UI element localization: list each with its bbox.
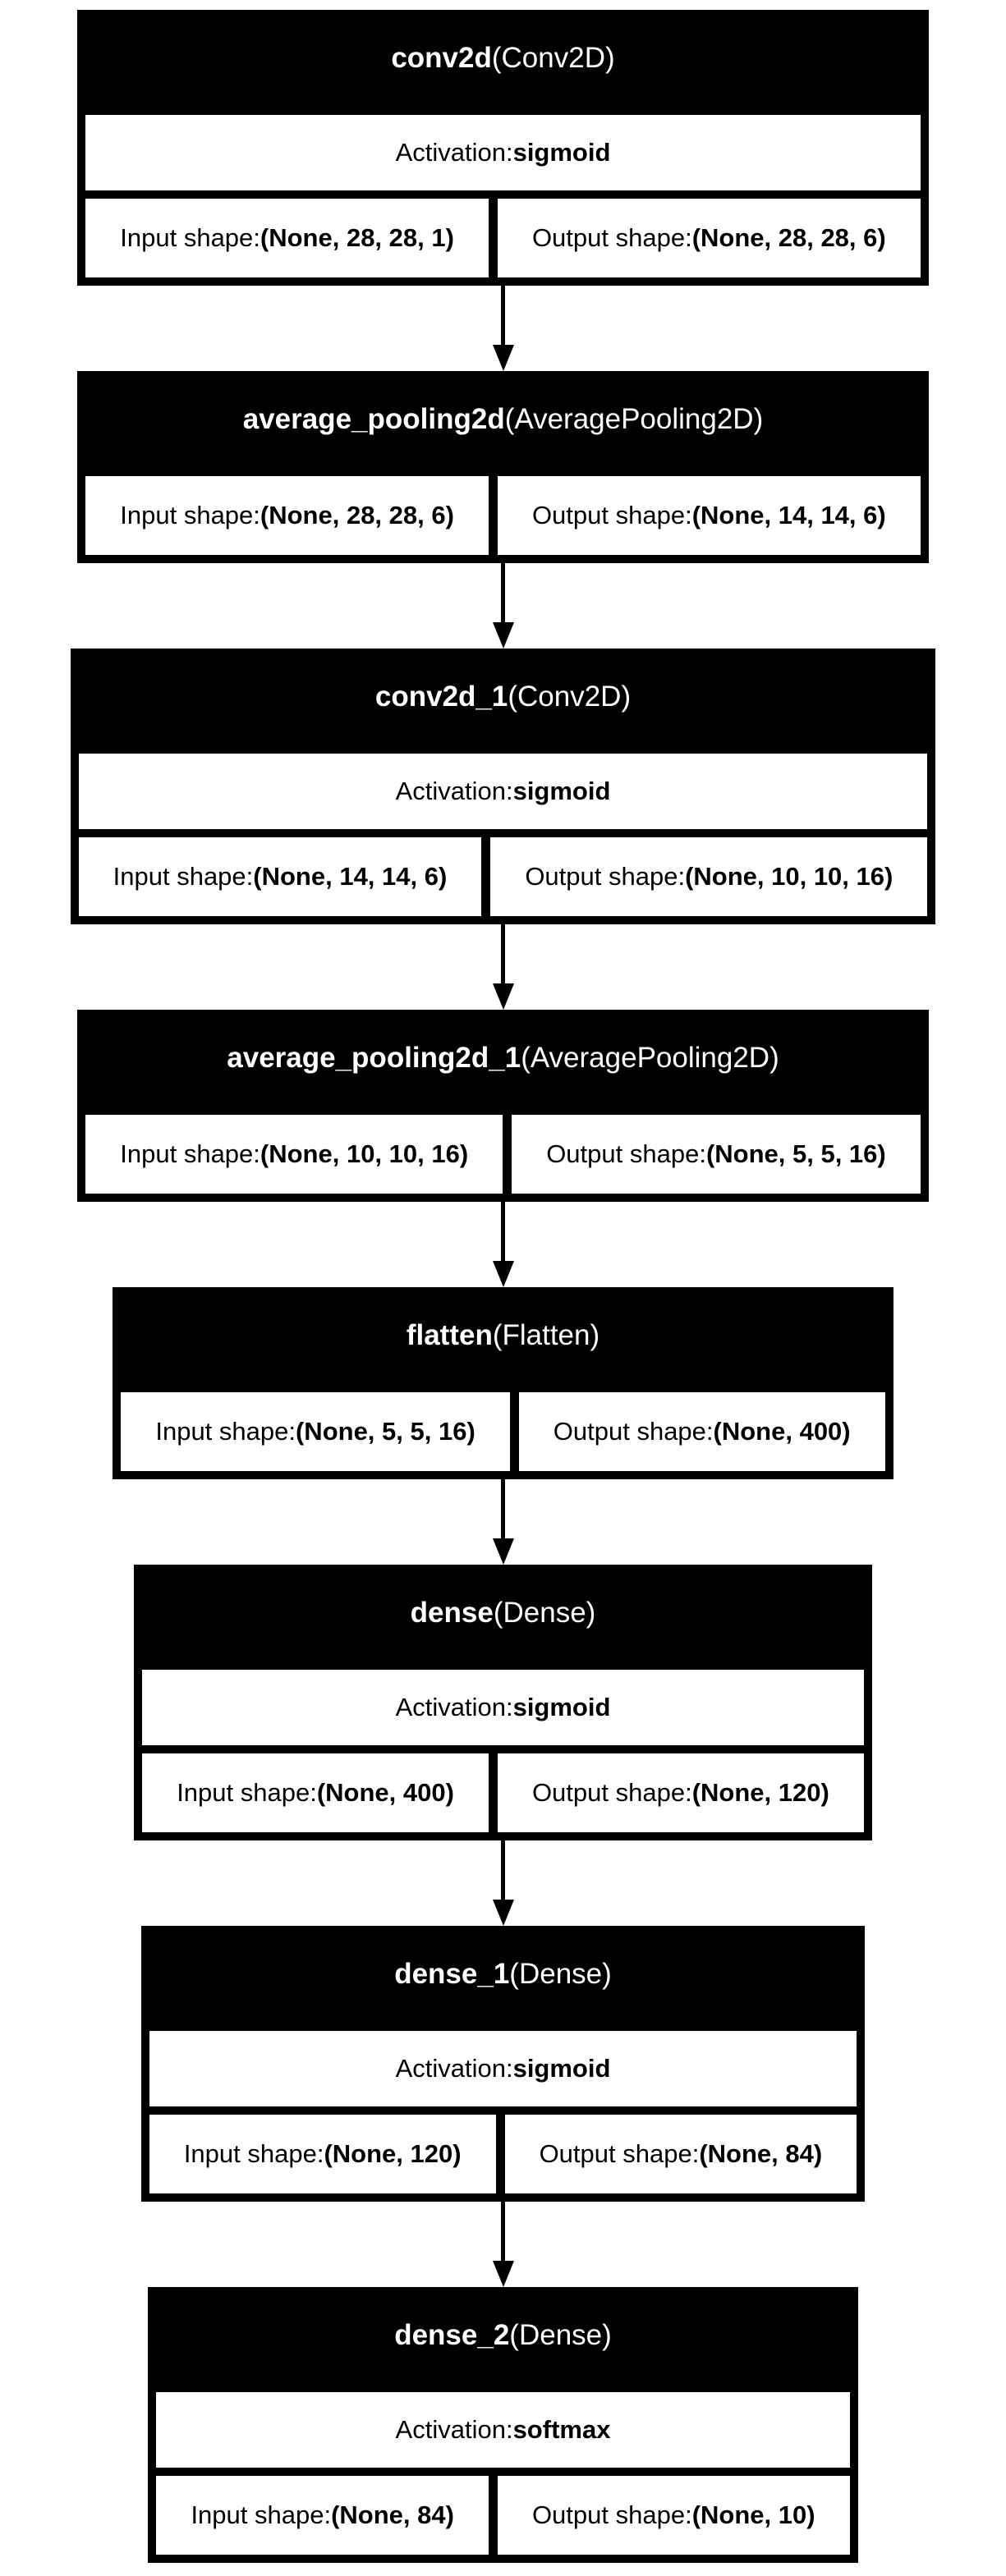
shape-row bbox=[85, 1115, 920, 1194]
input-shape-value: (None, 14, 14, 6) bbox=[253, 862, 448, 891]
connector-arrow bbox=[493, 1479, 514, 1565]
output-shape-label: Output shape: bbox=[539, 2139, 700, 2168]
output-shape-cell bbox=[498, 476, 921, 555]
output-shape-value: (None, 5, 5, 16) bbox=[705, 1139, 886, 1168]
layer-header bbox=[149, 1926, 857, 2023]
input-shape-label: Input shape: bbox=[191, 2500, 332, 2529]
layer-class-label: (AveragePooling2D) bbox=[504, 403, 764, 435]
output-shape-cell bbox=[505, 2115, 857, 2193]
layer-header bbox=[142, 1565, 864, 1662]
output-shape-value: (None, 14, 14, 6) bbox=[691, 501, 886, 529]
layer-header bbox=[156, 2287, 849, 2384]
input-shape-cell bbox=[149, 2115, 496, 2193]
output-shape-label: Output shape: bbox=[531, 2500, 692, 2529]
output-shape-cell bbox=[519, 1392, 885, 1471]
input-shape-value: (None, 5, 5, 16) bbox=[295, 1417, 475, 1446]
layer-node bbox=[134, 1565, 872, 1840]
activation-row bbox=[156, 2392, 849, 2468]
layer-node bbox=[113, 1287, 893, 1479]
layer-name-label: average_pooling2d bbox=[242, 403, 505, 435]
layer-name-label: average_pooling2d_1 bbox=[227, 1042, 521, 1074]
layer-name-label: flatten bbox=[406, 1319, 493, 1351]
input-shape-value: (None, 28, 28, 6) bbox=[260, 501, 454, 529]
output-shape-label: Output shape: bbox=[531, 223, 692, 252]
connector-arrow bbox=[493, 1202, 514, 1287]
output-shape-value: (None, 400) bbox=[713, 1417, 851, 1446]
layer-class-label: (Conv2D) bbox=[491, 42, 615, 74]
arrow-stem bbox=[501, 1840, 505, 1900]
layer-class-label: (Dense) bbox=[509, 1958, 612, 1990]
output-shape-label: Output shape: bbox=[553, 1417, 714, 1446]
arrow-head-icon bbox=[493, 1261, 514, 1287]
output-shape-value: (None, 10, 10, 16) bbox=[685, 862, 893, 891]
output-shape-label: Output shape: bbox=[531, 501, 692, 529]
input-shape-value: (None, 28, 28, 1) bbox=[260, 223, 454, 252]
arrow-stem bbox=[501, 924, 505, 983]
input-shape-cell bbox=[85, 476, 489, 555]
connector-arrow bbox=[493, 563, 514, 649]
shape-row bbox=[85, 476, 920, 555]
activation-row bbox=[149, 2031, 857, 2106]
activation-value: sigmoid bbox=[512, 1693, 611, 1721]
input-shape-label: Input shape: bbox=[155, 1417, 296, 1446]
input-shape-label: Input shape: bbox=[120, 501, 260, 529]
output-shape-cell bbox=[498, 2476, 850, 2555]
activation-row bbox=[79, 754, 928, 829]
layer-header bbox=[85, 10, 920, 107]
connector-arrow bbox=[493, 1840, 514, 1926]
connector-arrow bbox=[493, 2202, 514, 2287]
output-shape-value: (None, 84) bbox=[699, 2139, 823, 2168]
layer-name-label: dense bbox=[410, 1597, 494, 1629]
output-shape-cell bbox=[498, 1753, 864, 1832]
arrow-stem bbox=[501, 563, 505, 622]
layer-node bbox=[148, 2287, 857, 2563]
layer-header bbox=[85, 371, 920, 468]
input-shape-cell bbox=[85, 1115, 503, 1194]
input-shape-cell bbox=[79, 837, 482, 916]
activation-label: Activation: bbox=[395, 138, 513, 167]
activation-row bbox=[85, 115, 920, 190]
layer-class-label: (Dense) bbox=[493, 1597, 596, 1629]
arrow-stem bbox=[501, 1202, 505, 1261]
layer-name-label: dense_2 bbox=[394, 2319, 510, 2351]
input-shape-value: (None, 400) bbox=[316, 1778, 454, 1807]
input-shape-label: Input shape: bbox=[120, 1139, 260, 1168]
layer-header bbox=[79, 649, 928, 745]
shape-row bbox=[121, 1392, 884, 1471]
activation-value: sigmoid bbox=[512, 777, 611, 805]
input-shape-cell bbox=[85, 199, 489, 277]
output-shape-label: Output shape: bbox=[531, 1778, 692, 1807]
shape-row bbox=[79, 837, 928, 916]
layer-name-label: conv2d_1 bbox=[374, 681, 508, 713]
activation-label: Activation: bbox=[395, 777, 513, 805]
activation-label: Activation: bbox=[395, 2415, 513, 2444]
output-shape-value: (None, 28, 28, 6) bbox=[691, 223, 886, 252]
arrow-stem bbox=[501, 286, 505, 345]
connector-arrow bbox=[493, 286, 514, 371]
output-shape-cell bbox=[498, 199, 921, 277]
layer-class-label: (Dense) bbox=[509, 2319, 612, 2351]
input-shape-value: (None, 84) bbox=[331, 2500, 454, 2529]
shape-row bbox=[149, 2115, 857, 2193]
connector-arrow bbox=[493, 924, 514, 1010]
input-shape-cell bbox=[142, 1753, 489, 1832]
input-shape-label: Input shape: bbox=[183, 2139, 324, 2168]
input-shape-value: (None, 120) bbox=[324, 2139, 462, 2168]
output-shape-label: Output shape: bbox=[546, 1139, 706, 1168]
input-shape-label: Input shape: bbox=[113, 862, 254, 891]
layer-node bbox=[141, 1926, 865, 2202]
shape-row bbox=[85, 199, 920, 277]
output-shape-label: Output shape: bbox=[525, 862, 686, 891]
arrow-head-icon bbox=[493, 2261, 514, 2287]
input-shape-value: (None, 10, 10, 16) bbox=[260, 1139, 469, 1168]
input-shape-cell bbox=[156, 2476, 489, 2555]
input-shape-label: Input shape: bbox=[120, 223, 260, 252]
input-shape-cell bbox=[121, 1392, 509, 1471]
layer-node bbox=[77, 371, 928, 563]
layer-name-label: conv2d bbox=[391, 42, 492, 74]
activation-row bbox=[142, 1670, 864, 1745]
activation-label: Activation: bbox=[395, 1693, 513, 1721]
activation-value: softmax bbox=[512, 2415, 611, 2444]
output-shape-value: (None, 120) bbox=[691, 1778, 829, 1807]
layer-node bbox=[77, 1010, 928, 1202]
layer-header bbox=[85, 1010, 920, 1107]
shape-row bbox=[142, 1753, 864, 1832]
arrow-head-icon bbox=[493, 345, 514, 371]
output-shape-cell bbox=[490, 837, 927, 916]
layer-header bbox=[121, 1287, 884, 1384]
arrow-head-icon bbox=[493, 622, 514, 649]
input-shape-label: Input shape: bbox=[177, 1778, 317, 1807]
output-shape-cell bbox=[512, 1115, 921, 1194]
activation-value: sigmoid bbox=[512, 138, 611, 167]
activation-value: sigmoid bbox=[512, 2054, 611, 2083]
layer-node bbox=[71, 649, 936, 924]
activation-label: Activation: bbox=[395, 2054, 513, 2083]
layer-name-label: dense_1 bbox=[394, 1958, 510, 1990]
arrow-head-icon bbox=[493, 1538, 514, 1565]
shape-row bbox=[156, 2476, 849, 2555]
arrow-stem bbox=[501, 1479, 505, 1538]
layer-node bbox=[77, 10, 928, 286]
layer-class-label: (Flatten) bbox=[492, 1319, 600, 1351]
arrow-head-icon bbox=[493, 1900, 514, 1926]
arrow-stem bbox=[501, 2202, 505, 2261]
arrow-head-icon bbox=[493, 983, 514, 1010]
layer-class-label: (AveragePooling2D) bbox=[521, 1042, 779, 1074]
output-shape-value: (None, 10) bbox=[691, 2500, 815, 2529]
layer-class-label: (Conv2D) bbox=[508, 681, 632, 713]
